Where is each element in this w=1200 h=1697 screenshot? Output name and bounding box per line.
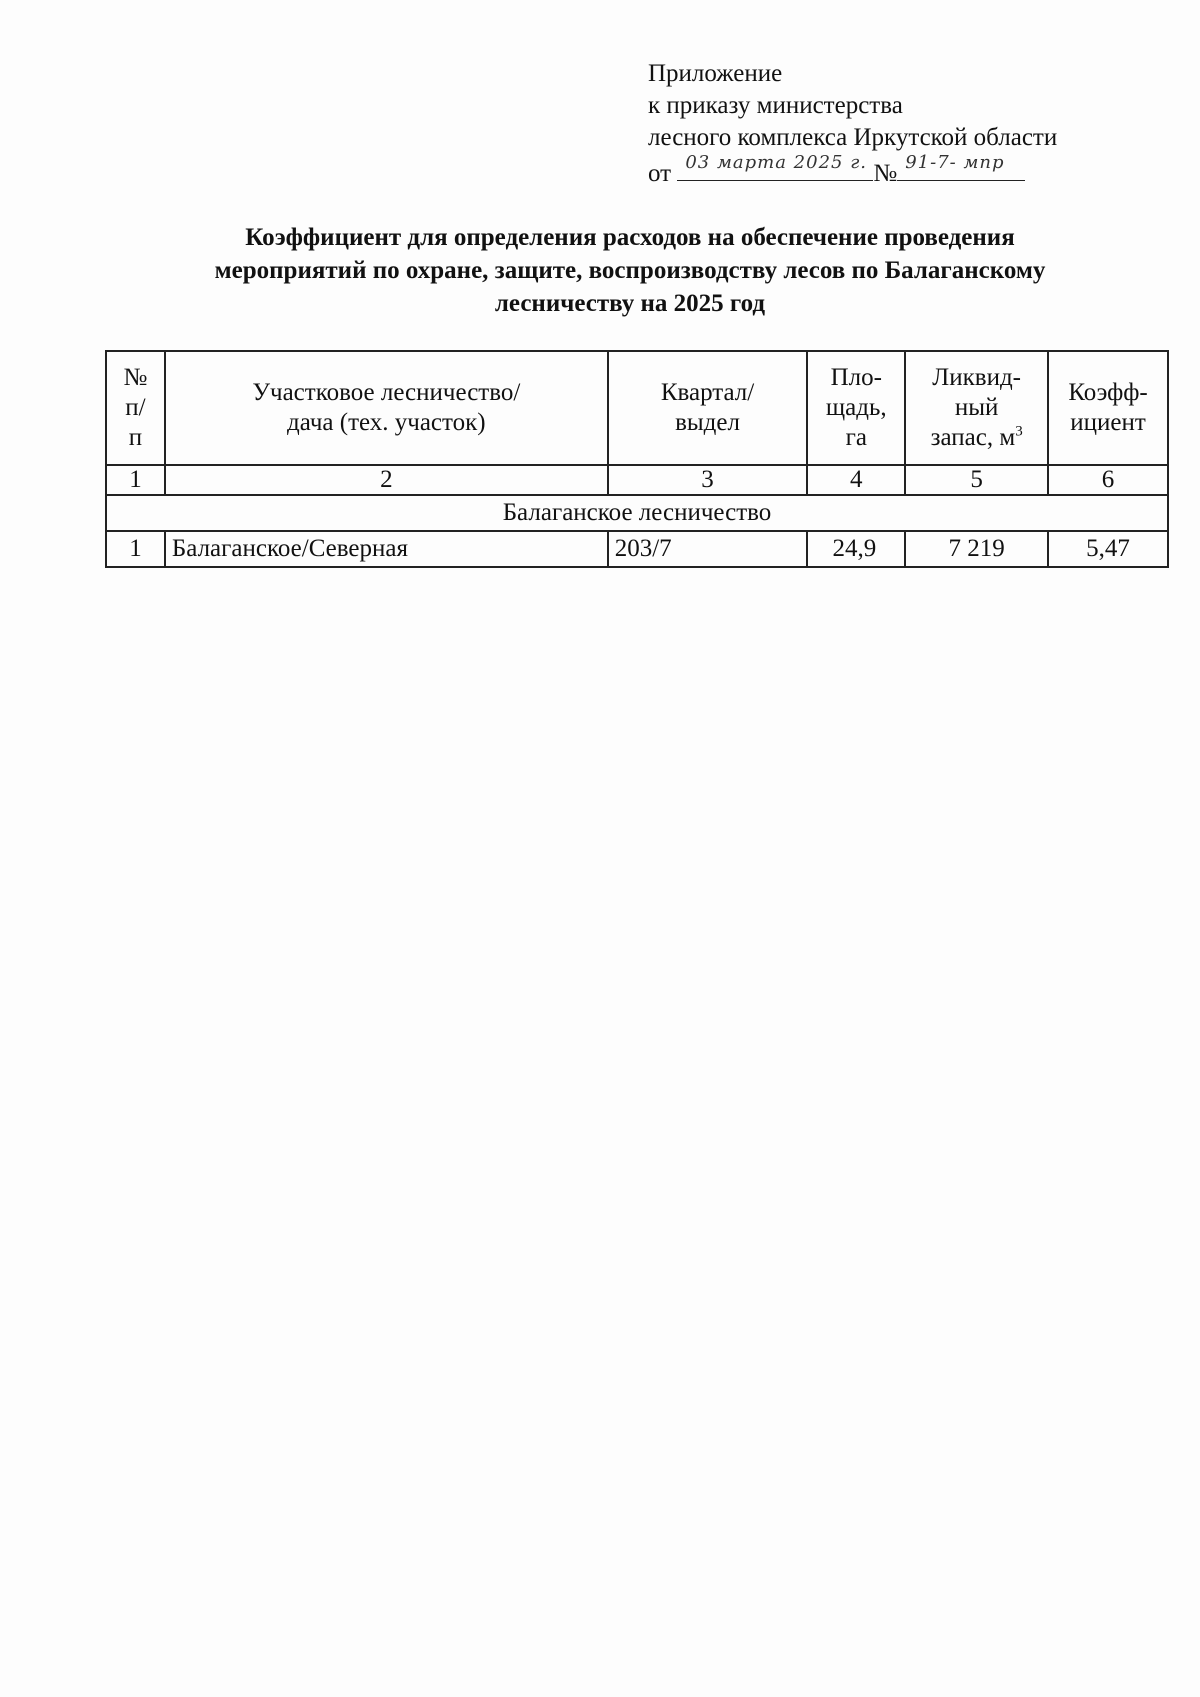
title-line: лесничеству на 2025 год xyxy=(494,290,766,317)
from-label: от xyxy=(648,160,672,187)
number-field xyxy=(897,154,1025,181)
appendix-line: к приказу министерства xyxy=(648,92,903,119)
index-cell: 2 xyxy=(165,465,608,495)
date-field xyxy=(677,154,873,181)
header-forestry: Участковое лесничество/ дача (тех. участок) xyxy=(165,351,608,465)
index-cell: 3 xyxy=(608,465,808,495)
title-line: мероприятий по охране, защите, воспроизводству лесов по Балаганскому xyxy=(214,257,1046,284)
coefficient-table xyxy=(105,350,1169,568)
appendix-line: Приложение xyxy=(648,60,783,87)
table-row xyxy=(106,531,1168,567)
table-header-row xyxy=(106,351,1168,465)
header-quarter: Квартал/ выдел xyxy=(608,351,808,465)
number-label: № xyxy=(873,160,898,187)
index-cell: 1 xyxy=(106,465,165,495)
header-stock: Ликвид- ный запас, $м^3$ xyxy=(905,351,1048,465)
document-title xyxy=(130,221,1130,320)
handwritten-date: 03 марта 2025 г. xyxy=(685,152,868,173)
index-cell: 4 xyxy=(807,465,905,495)
section-title: Балаганское лесничество xyxy=(106,495,1168,531)
index-cell: 5 xyxy=(905,465,1048,495)
cell-coefficient: 5,47 xyxy=(1048,531,1168,567)
appendix-line: лесного комплекса Иркутской области xyxy=(648,124,1058,151)
appendix-block xyxy=(648,58,1057,190)
section-row xyxy=(106,495,1168,531)
cell-area: 24,9 xyxy=(807,531,905,567)
title-line: Коэффициент для определения расходов на обеспечение проведения xyxy=(245,224,1015,251)
header-coefficient: Коэфф- ициент xyxy=(1048,351,1168,465)
header-area: Пло- щадь, га xyxy=(807,351,905,465)
cell-num: 1 xyxy=(106,531,165,567)
handwritten-number: 91-7- мпр xyxy=(905,152,1005,173)
header-num: № п/ п xyxy=(106,351,165,465)
appendix-date-line xyxy=(648,154,1057,190)
cell-forestry: Балаганское/Северная xyxy=(165,531,608,567)
index-cell: 6 xyxy=(1048,465,1168,495)
cell-quarter: 203/7 xyxy=(608,531,808,567)
cell-stock: 7 219 xyxy=(905,531,1048,567)
column-index-row xyxy=(106,465,1168,495)
